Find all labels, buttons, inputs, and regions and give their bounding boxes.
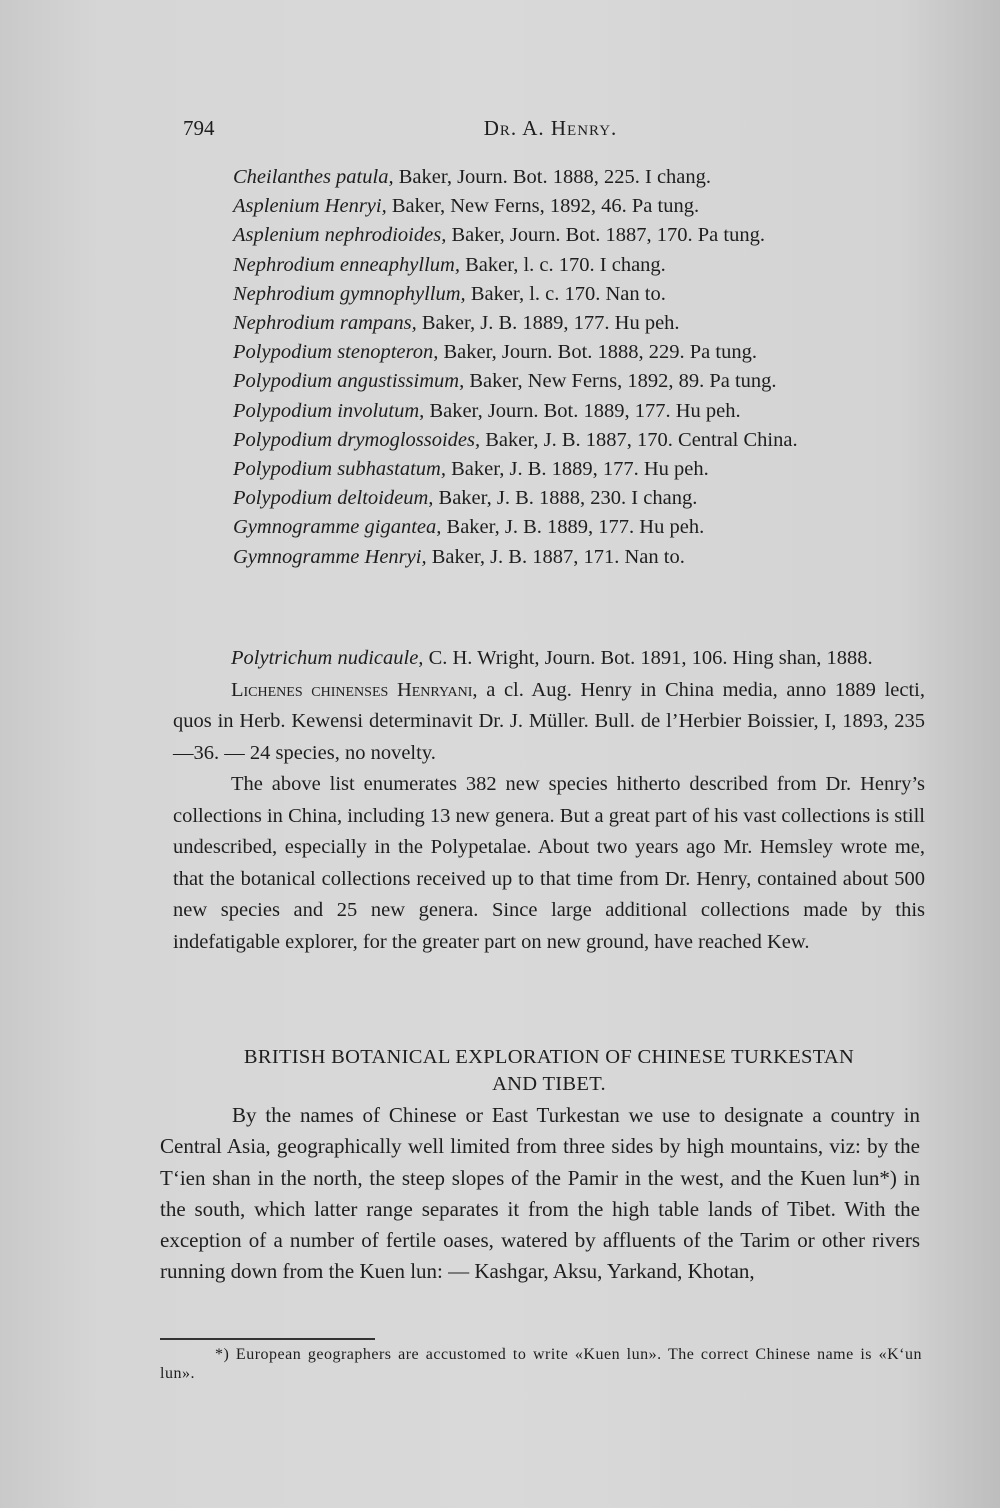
body-text	[173, 643, 925, 958]
species-name: Polypodium drymoglossoides,	[233, 428, 481, 451]
species-name: Polypodium stenopteron,	[233, 341, 439, 364]
species-name: Polypodium subhastatum,	[233, 458, 446, 481]
lichenes-text: a cl. Aug. Henry in China media, anno 1889 lecti, quos in Herb. Kewensi determinavit Dr. J. Müller. Bull. de l’Herbier Boissier, I, 1893, 235—36. — 24 species, no novelty.	[173, 678, 925, 764]
running-head: Dr. A. Henry.	[483, 116, 618, 140]
lichenes-title: Lichenes chinenses Henryani,	[231, 678, 478, 701]
species-reference: Baker, l. c. 170. Nan to.	[465, 282, 666, 305]
species-reference: Baker, l. c. 170. I chang.	[459, 253, 666, 276]
species-name: Nephrodium gymnophyllum,	[233, 282, 466, 305]
species-reference: Baker, Journ. Bot. 1889, 177. Hu peh.	[424, 399, 741, 422]
list-item	[233, 221, 953, 250]
species-reference: Baker, J. B. 1889, 177. Hu peh.	[445, 458, 709, 481]
list-item	[233, 513, 953, 542]
list-item	[233, 338, 953, 367]
species-reference: Baker, J. B. 1887, 171. Nan to.	[426, 545, 685, 568]
lichenes-paragraph	[173, 675, 925, 770]
species-reference: Baker, Journ. Bot. 1888, 229. Pa tung.	[438, 341, 757, 364]
section-heading	[173, 1044, 925, 1098]
species-name: Cheilanthes patula,	[233, 166, 394, 188]
footnote	[160, 1345, 922, 1383]
section-heading-line: BRITISH BOTANICAL EXPLORATION OF CHINESE TURKESTAN	[243, 1046, 855, 1068]
species-name: Polypodium angustissimum,	[233, 370, 465, 393]
footnote-text: *) European geographers are accustomed to write «Kuen lun». The correct Chinese name is «K‘un lun».	[160, 1346, 922, 1382]
species-name: Polytrichum nudicaule,	[231, 647, 424, 669]
species-name: Asplenium Henryi,	[233, 195, 387, 218]
species-name: Polypodium involutum,	[233, 399, 425, 422]
list-item	[233, 309, 953, 338]
summary-paragraph: The above list enumerates 382 new species hitherto described from Dr. Henry’s collections in China, including 13 new genera. But a great part of his vast collections is still undescribed, especially in the Polypetalae. About two years ago Mr. Hemsley wrote me, that the botanical collections received up to that time from Dr. Henry, contained about 500 new species and 25 new genera. Since large additional collections made by this indefatigable explorer, for the greater part on new ground, have reached Kew.	[173, 773, 925, 953]
species-reference: Baker, J. B. 1889, 177. Hu peh.	[416, 312, 680, 335]
page-header	[183, 112, 918, 144]
section-body	[160, 1100, 920, 1288]
species-name: Nephrodium enneaphyllum,	[233, 253, 460, 276]
species-reference: Baker, J. B. 1889, 177. Hu peh.	[441, 516, 705, 539]
species-reference: Baker, J. B. 1888, 230. I chang.	[433, 487, 698, 510]
species-name: Gymnogramme Henryi,	[233, 545, 427, 568]
polytrichum-paragraph	[173, 643, 925, 675]
species-name: Nephrodium rampans,	[233, 312, 417, 335]
section-paragraph: By the names of Chinese or East Turkestan we use to designate a country in Central Asia, geographically well limited from three sides by high mountains, viz: by the T‘ien shan in the north, the steep slopes of the Pamir in the west, and the Kuen lun*) in the south, which latter range separates it from the high table lands of Tibet. With the exception of a number of fertile oases, watered by affluents of the Tarim or other rivers running down from the Kuen lun: — Kashgar, Aksu, Yarkand, Khotan,	[160, 1103, 920, 1284]
species-name: Polypodium deltoideum,	[233, 487, 434, 510]
list-item	[233, 426, 953, 455]
list-item	[233, 455, 953, 484]
list-item	[233, 367, 953, 396]
species-reference: Baker, J. B. 1887, 170. Central China.	[480, 428, 798, 451]
list-item	[233, 543, 953, 572]
species-reference: C. H. Wright, Journ. Bot. 1891, 106. Hing shan, 1888.	[423, 647, 873, 669]
list-item	[233, 484, 953, 513]
list-item	[233, 397, 953, 426]
species-list	[233, 163, 953, 572]
section-heading-line: AND TIBET.	[492, 1073, 606, 1095]
species-reference: Baker, Journ. Bot. 1887, 170. Pa tung.	[446, 224, 765, 247]
species-reference: Baker, Journ. Bot. 1888, 225. I chang.	[393, 166, 712, 188]
list-item	[233, 280, 953, 309]
list-item	[233, 163, 953, 192]
footnote-divider	[160, 1338, 375, 1340]
species-reference: Baker, New Ferns, 1892, 46. Pa tung.	[386, 195, 700, 218]
page-number: 794	[183, 116, 215, 140]
list-item	[233, 192, 953, 221]
species-reference: Baker, New Ferns, 1892, 89. Pa tung.	[464, 370, 777, 393]
species-name: Gymnogramme gigantea,	[233, 516, 442, 539]
list-item	[233, 251, 953, 280]
species-name: Asplenium nephrodioides,	[233, 224, 447, 247]
